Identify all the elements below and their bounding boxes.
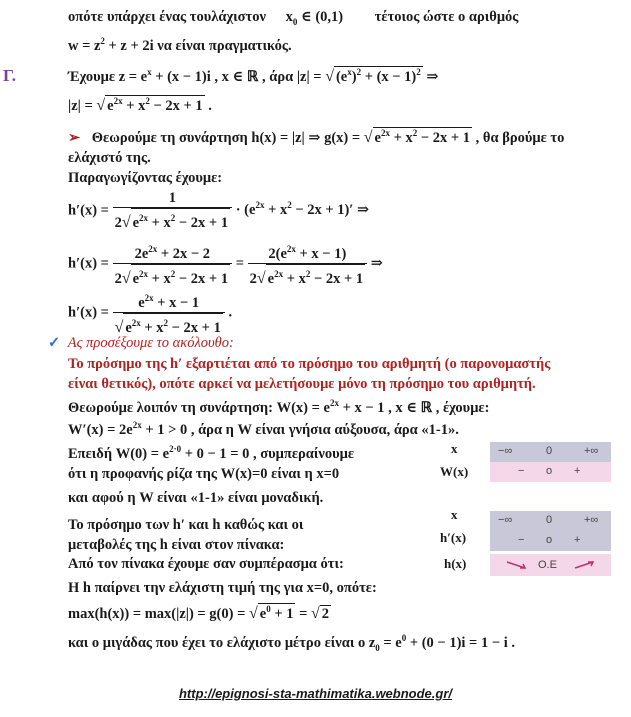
text-line-15: Από τον πίνακα έχουμε σαν συμπέρασμα ότι: bbox=[68, 556, 344, 572]
table2-variation-row: O.E bbox=[490, 554, 611, 576]
table2-sign-row: − o + bbox=[490, 531, 611, 551]
text-line-6: ελάχιστό της. bbox=[68, 150, 151, 166]
table2-h-label: h(x) bbox=[444, 556, 467, 571]
text-line-16: Η h παίρνει την ελάχιστη τιμή της για x=0, οπότε: bbox=[68, 580, 377, 596]
math-derivative-1: h′(x) = $\frac{1}{2√ e^{2x} + x^2 - 2x + 1}$ · $(e^{2x} + x^2 - 2x + 1)'$ ⇒ bbox=[68, 190, 370, 231]
math-x0: $x_0$ ∈ (0,1) bbox=[285, 9, 344, 27]
math-h-def: h(x) = |z| ⇒ g(x) = √ $e^{2x} + x^2 - 2x + 1$ bbox=[251, 128, 471, 146]
text-line-5: ➢ Θεωρούμε τη συνάρτηση h(x) = |z| ⇒ g(x) = √ $e^{2x} + x^2 - 2x + 1$ , θα βρούμε το bbox=[68, 128, 565, 146]
arrow-bullet-icon: ➢ bbox=[68, 129, 81, 146]
text-line-7: Παραγωγίζοντας έχουμε: bbox=[68, 170, 223, 186]
math-w-derivative: $W'(x) = 2e^{2x} + 1 > 0$ bbox=[68, 420, 188, 438]
table2-x-row: −∞ 0 +∞ bbox=[490, 511, 611, 531]
math-z-def: $z = e^x + (x - 1)i$ , x ∈ ℝ bbox=[118, 67, 263, 85]
table2-hp-label: h′(x) bbox=[440, 530, 467, 545]
table2-x-label: x bbox=[451, 507, 458, 522]
note-line-2: είναι θετικός), οπότε αρκεί να μελετήσουμε μόνο τη πρόσημο του αριθμητή. bbox=[68, 376, 536, 392]
table1-w-label: W(x) bbox=[440, 464, 469, 479]
footer-link-container bbox=[0, 686, 631, 701]
checkmark-icon: ✓ bbox=[48, 335, 61, 351]
note-line-1: Το πρόσημο της h′ εξαρτιέται από το πρόσημο του αριθμητή (ο παρονομαστής bbox=[68, 356, 551, 372]
footer-link[interactable]: http://epignosi-sta-mathimatika.webnode.gr/ bbox=[178, 686, 453, 701]
text-line-9: $W'(x) = 2e^{2x} + 1 > 0$ , άρα η W είναι γνήσια αύξουσα, άρα «1-1». bbox=[68, 420, 459, 438]
text-line-12: και αφού η W είναι «1-1» είναι μοναδική. bbox=[68, 490, 324, 506]
text-line-18: και ο μιγάδας που έχει το ελάχιστο μέτρο είναι ο $z_0 = e^0 + (0 - 1)i = 1 - i$ . bbox=[68, 633, 515, 653]
text-line-14: μεταβολές της h είναι στον πίνακα: bbox=[68, 537, 285, 553]
math-derivative-2: h′(x) = $\frac{2e^{2x} + 2x - 2}{2√ e^{2x} + x^2 - 2x + 1}$ = $\frac{2(e^{2x} + x - 1)}{2√ e^{2x} + x^2 - 2x + 1}$ ⇒ bbox=[68, 241, 631, 288]
text-line-13: Το πρόσημο των h′ και h καθώς και οι bbox=[68, 517, 304, 533]
math-w-def: $W(x) = e^{2x} + x - 1$ , x ∈ ℝ bbox=[276, 398, 433, 416]
text-line-11: ότι η προφανής ρίζα της W(x)=0 είναι η x=0 bbox=[68, 466, 340, 482]
table1-x-row: −∞ 0 +∞ bbox=[490, 442, 611, 462]
table1-sign-row: − o + bbox=[490, 462, 611, 482]
math-z0: $z_0 = e^0 + (0 - 1)i = 1 - i$ . bbox=[368, 633, 515, 653]
math-modulus: |z| = √ $(e^x)^2 + (x - 1)^2$ ⇒ bbox=[296, 67, 439, 85]
math-w-zero: $W(0) = e^{2\cdot 0} + 0 - 1 = 0$ bbox=[115, 444, 250, 462]
math-w: $w = z^2 + z + 2i$ bbox=[68, 36, 154, 54]
table1-x-label: x bbox=[451, 441, 458, 456]
math-line-modulus: |z| = √ $e^{2x} + x^2 - 2x + 1$ . bbox=[68, 96, 212, 114]
text-line-8: Θεωρούμε λοιπόν τη συνάρτηση: $W(x) = e^{2x} + x - 1$ , x ∈ ℝ , έχουμε: bbox=[68, 398, 490, 416]
text-line-1: οπότε υπάρχει ένας τουλάχιστον $x_0$ ∈ (0,1) τέτοιος ώστε ο αριθμός bbox=[68, 9, 519, 27]
math-max-line: max(h(x)) = max(|z|) = g(0) = √ $e^0 + 1$ = √ 2 bbox=[68, 604, 329, 622]
math-derivative-3: h′(x) = $\frac{e^{2x} + x - 1}{√ e^{2x} + x^2 - 2x + 1}$ . bbox=[68, 290, 631, 337]
text-line-2: $w = z^2 + z + 2i$ να είναι πραγματικός. bbox=[68, 36, 292, 54]
note-title: ✓ Ας προσέξουμε το ακόλουθο: bbox=[48, 335, 234, 351]
text-line-10: Επειδή $W(0) = e^{2\cdot 0} + 0 - 1 = 0$ , συμπεραίνουμε bbox=[68, 444, 355, 462]
